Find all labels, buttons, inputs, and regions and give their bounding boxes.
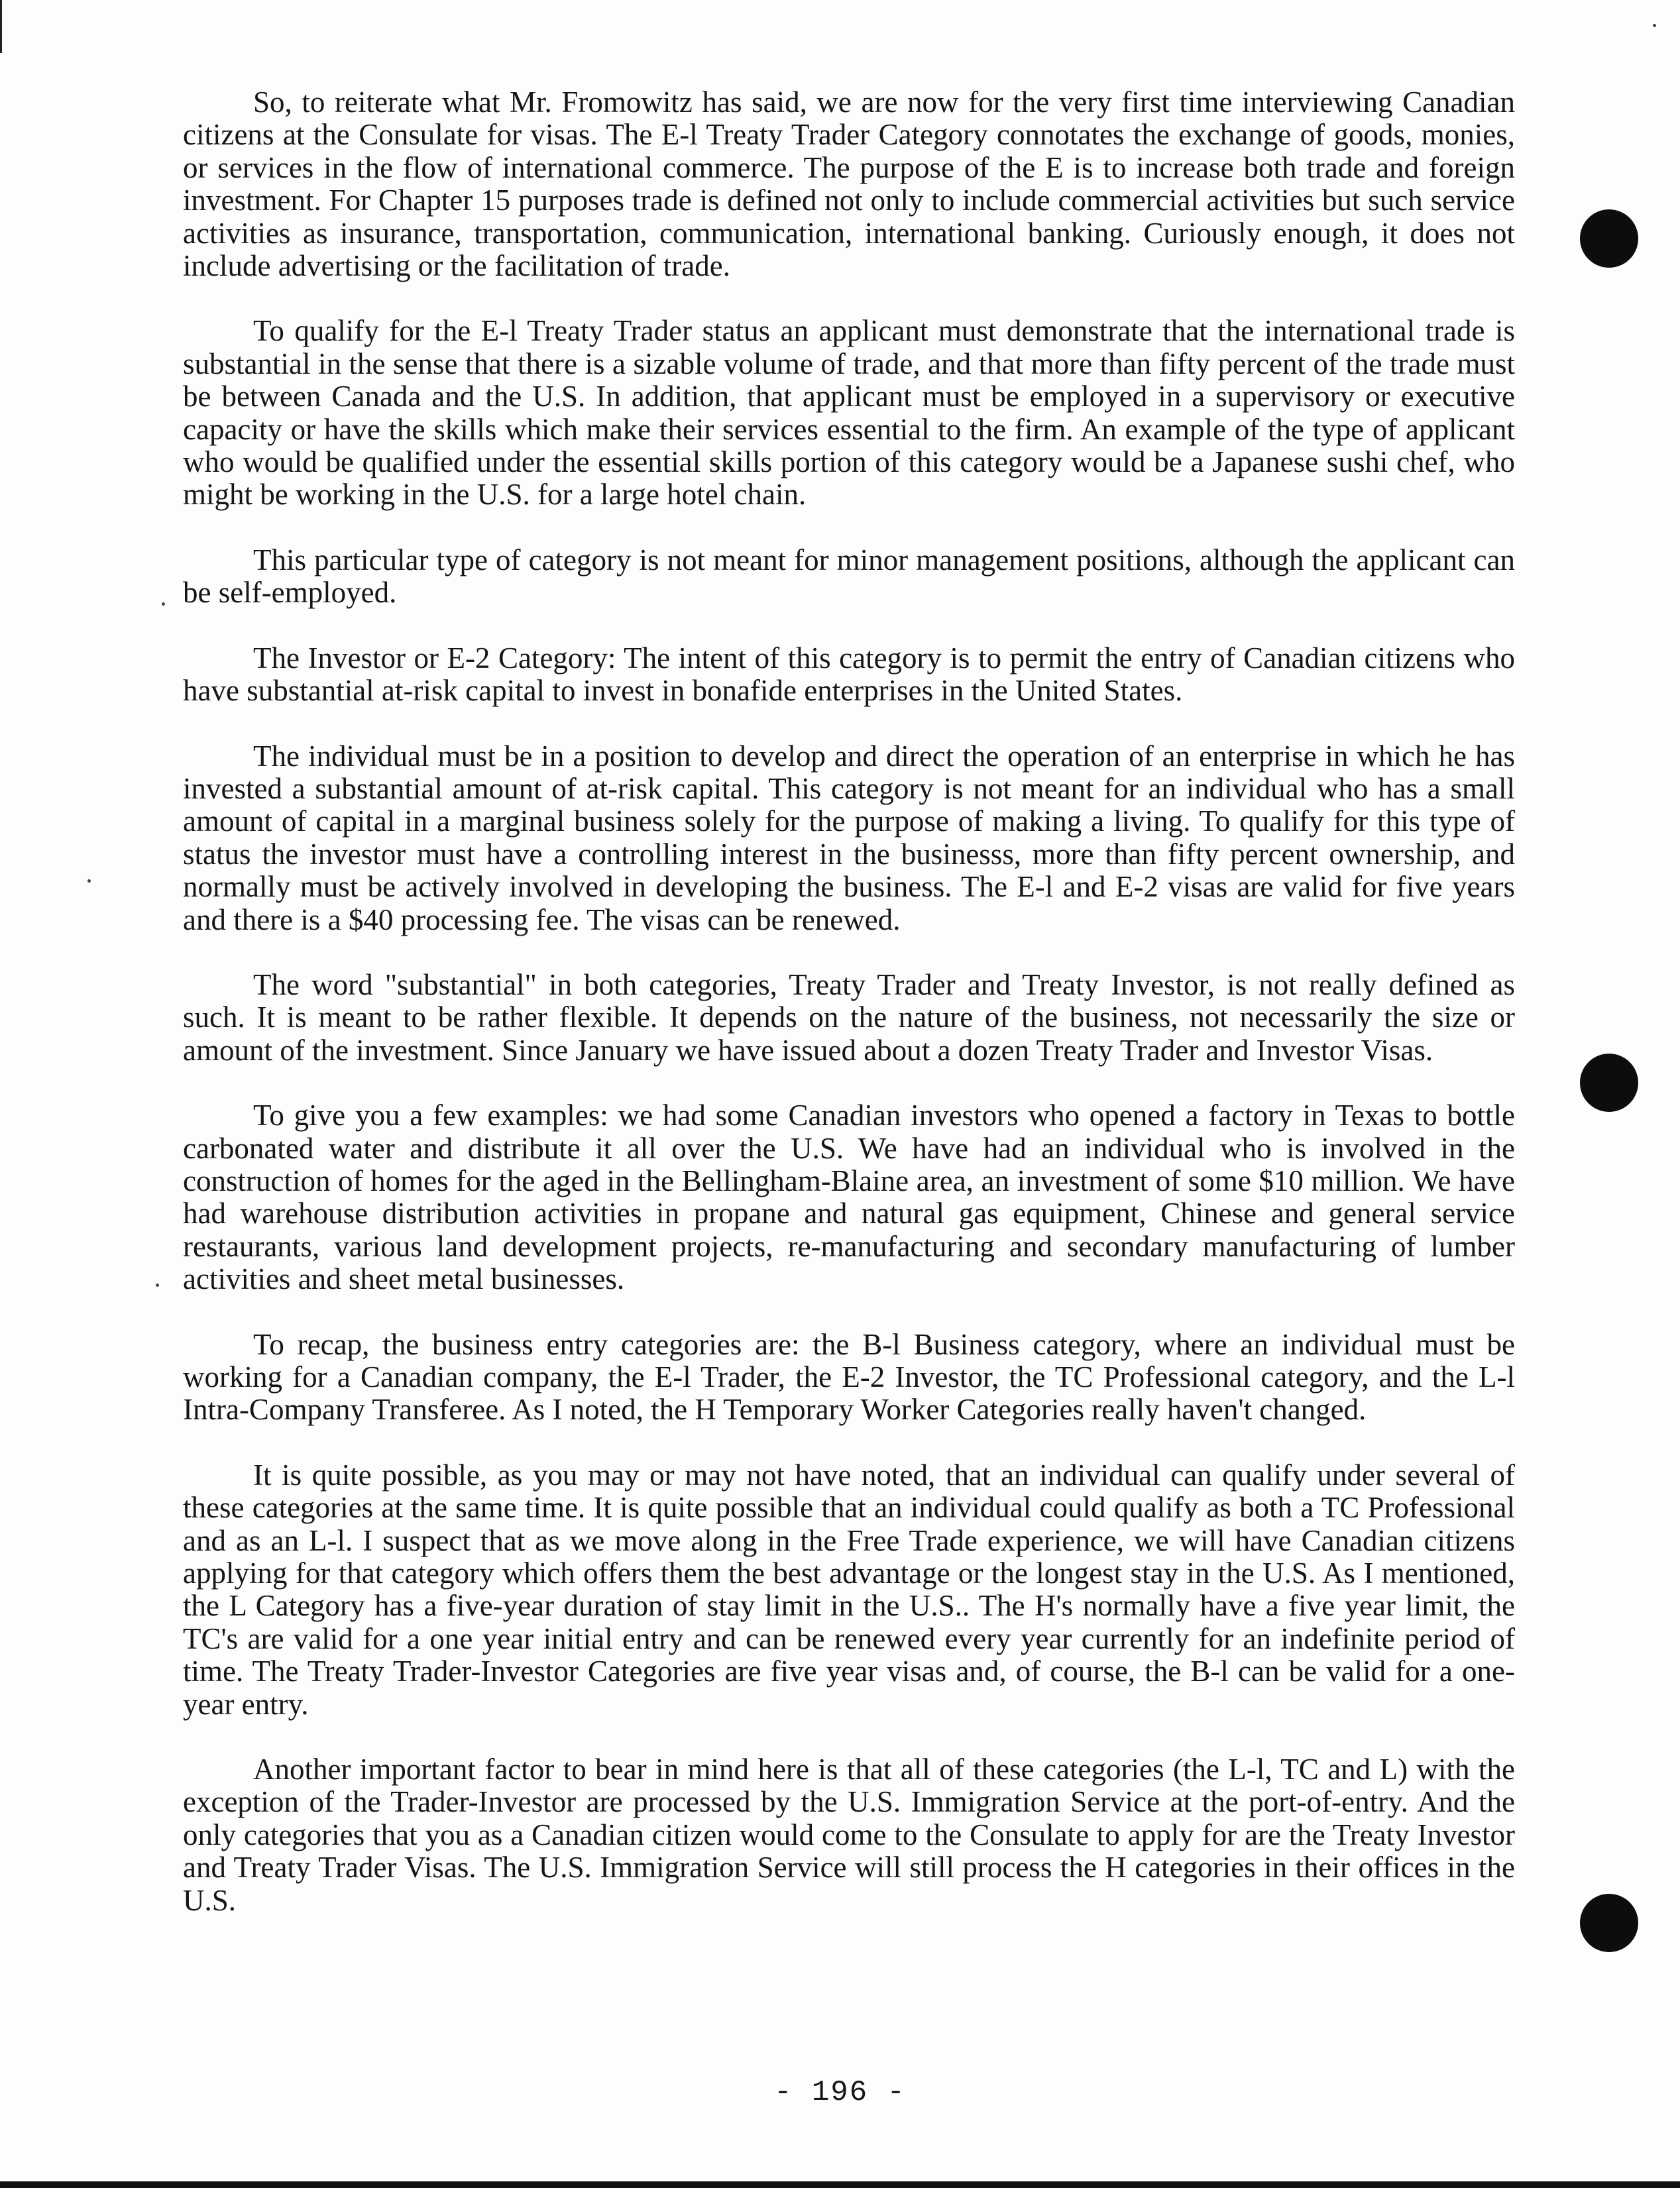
punch-hole-bottom [1580,1894,1638,1952]
scan-speck [1653,24,1656,27]
scan-bottom-edge [0,2181,1680,2188]
scan-speck [87,879,91,883]
paragraph-7: To give you a few examples: we had some Canadian investors who opened a factory in Texas to bottle carbonated water and distribute it all over the U.S. We have had an individual who is involved in the construction of homes for the aged in the Bellingham-Blaine area, an investment of some $10 million. We have had warehouse distribution activities in propane and natural gas equipment, Chinese and general service restaurants, various land development projects, re-manufacturing and secondary manufacturing of lumber activities and sheet metal businesses. [183,1099,1515,1296]
paragraph-2: To qualify for the E-l Treaty Trader status an applicant must demonstrate that the international trade is substantial in the sense that there is a sizable volume of trade, and that more than fifty percent of the trade must be between Canada and the U.S. In addition, that applicant must be employed in a supervisory or executive capacity or have the skills which make their services essential to the firm. An example of the type of applicant who would be qualified under the essential skills portion of this category would be a Japanese sushi chef, who might be working in the U.S. for a large hotel chain. [183,314,1515,512]
scan-speck [156,1284,159,1287]
punch-hole-middle [1580,1054,1638,1112]
paragraph-5: The individual must be in a position to develop and direct the operation of an enterprise in which he has invested a substantial amount of at-risk capital. This category is not meant for an individual who has a small amount of capital in a marginal business solely for the purpose of making a living. To qualify for this type of status the investor must have a controlling interest in the businesss, more than fifty percent ownership, and normally must be actively involved in developing the business. The E-l and E-2 visas are valid for five years and there is a $40 processing fee. The visas can be renewed. [183,739,1515,936]
paragraph-8: To recap, the business entry categories are: the B-l Business category, where an individual must be working for a Canadian company, the E-l Trader, the E-2 Investor, the TC Professional category, and the L-l Intra-Company Transferee. As I noted, the H Temporary Worker Categories really haven't changed. [183,1327,1515,1427]
page-number: - 196 - [774,2076,906,2109]
paragraph-10: Another important factor to bear in mind here is that all of these categories (the L-l, TC and L) with the exception of the Trader-Investor are processed by the U.S. Immigration Service at the port-of-entry. And the only categories that you as a Canadian citizen would come to the Consulate to apply for are the Treaty Investor and Treaty Trader Visas. The U.S. Immigration Service will still process the H categories in their offices in the U.S. [183,1753,1515,1917]
paragraph-4: The Investor or E-2 Category: The intent of this category is to permit the entry of Canadian citizens who have substantial at-risk capital to invest in bonafide enterprises in the United States. [183,641,1515,708]
document-body [183,86,1515,1949]
scan-left-edge-mark [0,0,2,53]
punch-hole-top [1580,209,1638,268]
paragraph-9: It is quite possible, as you may or may not have noted, that an individual can qualify under several of these categories at the same time. It is quite possible that an individual could qualify as both a TC Professional and as an L-l. I suspect that as we move along in the Free Trade experience, we will have Canadian citizens applying for that category which offers them the best advantage or the longest stay in the U.S. As I mentioned, the L Category has a five-year duration of stay limit in the U.S.. The H's normally have a five year limit, the TC's are valid for a one year initial entry and can be renewed every year currently for an indefinite period of time. The Treaty Trader-Investor Categories are five year visas and, of course, the B-l can be valid for a one-year entry. [183,1458,1515,1721]
paragraph-3: This particular type of category is not meant for minor management positions, although the applicant can be self-employed. [183,543,1515,610]
paragraph-1: So, to reiterate what Mr. Fromowitz has said, we are now for the very first time interviewing Canadian citizens at the Consulate for visas. The E-l Treaty Trader Category connotates the exchange of goods, monies, or services in the flow of international commerce. The purpose of the E is to increase both trade and foreign investment. For Chapter 15 purposes trade is defined not only to include commercial activities but such service activities as insurance, transportation, communication, international banking. Curiously enough, it does not include advertising or the facilitation of trade. [183,85,1515,283]
scan-speck [162,602,165,606]
paragraph-6: The word "substantial" in both categories, Treaty Trader and Treaty Investor, is not really defined as such. It is meant to be rather flexible. It depends on the nature of the business, not necessarily the size or amount of the investment. Since January we have issued about a dozen Treaty Trader and Investor Visas. [183,967,1515,1067]
